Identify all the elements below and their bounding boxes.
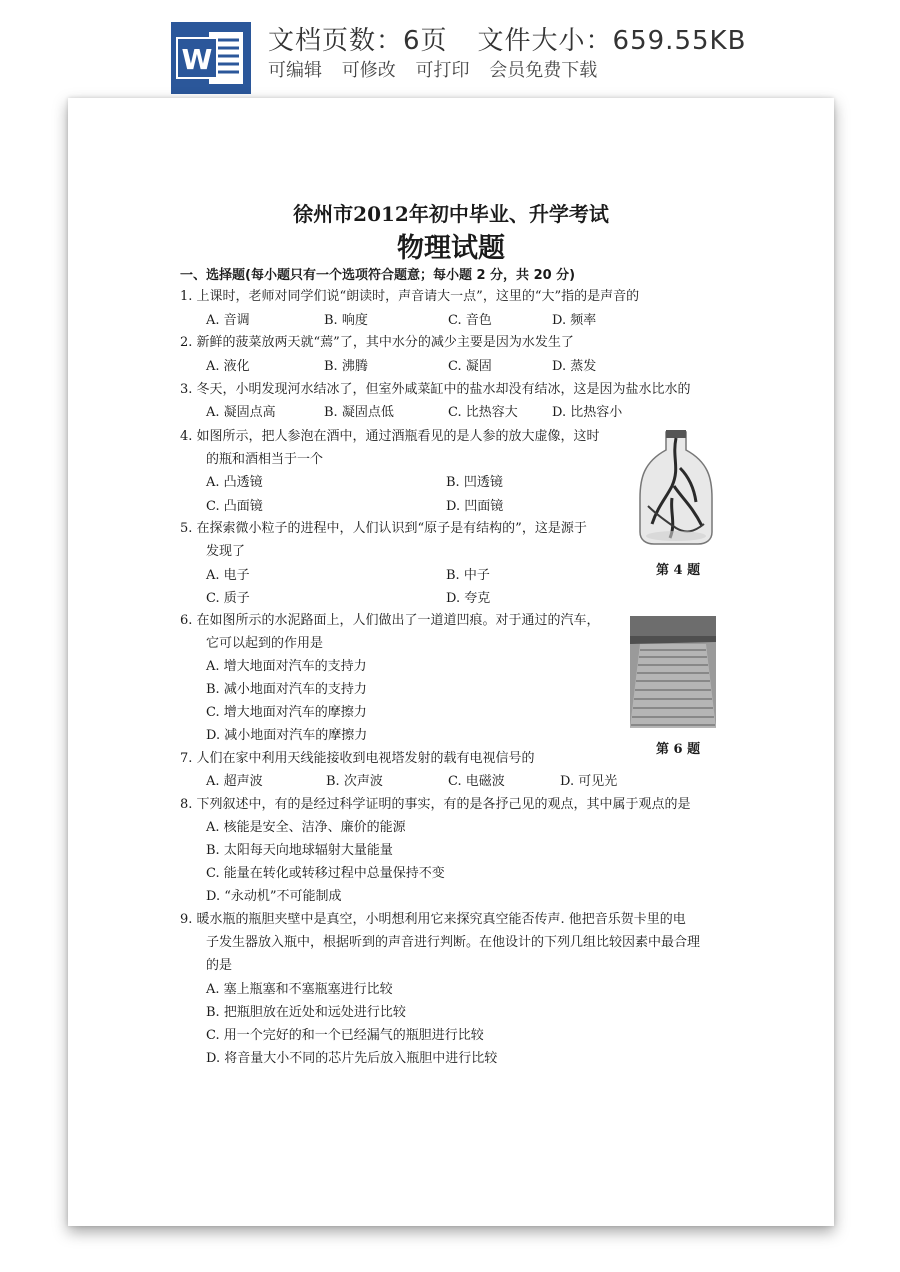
q5-option-c: C. 质子	[206, 591, 250, 606]
q4-option-a: A. 凸透镜	[206, 475, 263, 490]
feature-editable: 可编辑	[268, 60, 322, 81]
q3-option-a: A. 凝固点高	[206, 405, 276, 420]
q3-option-c: C. 比热容大	[448, 405, 518, 420]
page-count: 文档页数：6页	[268, 26, 448, 56]
q9-option-c: C. 用一个完好的和一个已经漏气的瓶胆进行比较	[206, 1028, 484, 1043]
q9-option-b: B. 把瓶胆放在近处和远处进行比较	[206, 1005, 406, 1020]
q1-option-a: A. 音调	[206, 313, 250, 328]
question-4-stem-cont: 的瓶和酒相当于一个	[206, 452, 324, 467]
question-1-stem: 1. 上课时，老师对同学们说“朗读时，声音请大一点”，这里的“大”指的是声音的	[180, 289, 640, 304]
feature-member-download[interactable]: 会员免费下载	[489, 60, 598, 81]
q3-option-b: B. 凝固点低	[324, 405, 394, 420]
section-heading: 一、选择题(每小题只有一个选项符合题意；每小题 2 分，共 20 分)	[180, 268, 576, 283]
document-page	[68, 98, 834, 1226]
question-5-stem-cont: 发现了	[206, 544, 246, 559]
q6-option-a: A. 增大地面对汽车的支持力	[206, 659, 367, 674]
figure-4-caption: 第 4 题	[656, 563, 701, 578]
figure-4-ginseng-bottle-image	[636, 428, 716, 546]
q7-option-b: B. 次声波	[326, 774, 383, 789]
q8-option-c: C. 能量在转化或转移过程中总量保持不变	[206, 866, 445, 881]
q3-option-d: D. 比热容小	[552, 405, 623, 420]
q9-option-d: D. 将音量大小不同的芯片先后放入瓶胆中进行比较	[206, 1051, 498, 1066]
q1-option-c: C. 音色	[448, 313, 492, 328]
question-9-stem: 9. 暖水瓶的瓶胆夹壁中是真空，小明想利用它来探究真空能否传声. 他把音乐贺卡里的电	[180, 912, 686, 927]
question-5-stem: 5. 在探索微小粒子的进程中，人们认识到“原子是有结构的”，这是源于	[180, 521, 587, 536]
feature-list	[268, 56, 609, 82]
q8-option-b: B. 太阳每天向地球辐射大量能量	[206, 843, 393, 858]
question-9-stem-cont: 子发生器放入瓶中，根据听到的声音进行判断。在他设计的下列几组比较因素中最合理	[206, 935, 701, 950]
question-4-stem: 4. 如图所示，把人参泡在酒中，通过酒瓶看见的是人参的放大虚像，这时	[180, 429, 600, 444]
q6-option-c: C. 增大地面对汽车的摩擦力	[206, 705, 367, 720]
figure-6-caption: 第 6 题	[656, 742, 701, 757]
q7-option-d: D. 可见光	[560, 774, 618, 789]
question-6-stem-cont: 它可以起到的作用是	[206, 636, 324, 651]
q2-option-c: C. 凝固	[448, 359, 492, 374]
q1-option-d: D. 频率	[552, 313, 597, 328]
q5-option-a: A. 电子	[206, 568, 250, 583]
q2-option-b: B. 沸腾	[324, 359, 368, 374]
q7-option-c: C. 电磁波	[448, 774, 505, 789]
q6-option-d: D. 减小地面对汽车的摩擦力	[206, 728, 368, 743]
q4-option-d: D. 凹面镜	[446, 499, 504, 514]
q4-option-c: C. 凸面镜	[206, 499, 263, 514]
q2-option-a: A. 液化	[206, 359, 250, 374]
q2-option-d: D. 蒸发	[552, 359, 597, 374]
question-6-stem: 6. 在如图所示的水泥路面上，人们做出了一道道凹痕。对于通过的汽车，	[180, 613, 600, 628]
q1-option-b: B. 响度	[324, 313, 368, 328]
question-9-stem-cont-2: 的是	[206, 958, 233, 973]
q4-option-b: B. 凹透镜	[446, 475, 503, 490]
q8-option-a: A. 核能是安全、洁净、廉价的能源	[206, 820, 406, 835]
q5-option-b: B. 中子	[446, 568, 490, 583]
file-info	[268, 20, 746, 57]
figure-6-grooved-road-image	[630, 616, 716, 728]
q8-option-d: D. “永动机”不可能制成	[206, 889, 342, 904]
svg-text:W: W	[181, 43, 213, 76]
q7-option-a: A. 超声波	[206, 774, 263, 789]
question-7-stem: 7. 人们在家中利用天线能接收到电视塔发射的载有电视信号的	[180, 751, 535, 766]
download-banner	[0, 0, 900, 96]
q5-option-d: D. 夸克	[446, 591, 491, 606]
question-2-stem: 2. 新鲜的菠菜放两天就“蔫”了，其中水分的减少主要是因为水发生了	[180, 335, 574, 350]
question-3-stem: 3. 冬天，小明发现河水结冰了，但室外咸菜缸中的盐水却没有结冰，这是因为盐水比水的	[180, 382, 691, 397]
q9-option-a: A. 塞上瓶塞和不塞瓶塞进行比较	[206, 982, 393, 997]
feature-printable: 可打印	[415, 60, 470, 81]
file-size: 文件大小：659.55KB	[477, 26, 747, 56]
exam-title: 徐州市2012年初中毕业、升学考试	[293, 202, 609, 226]
question-8-stem: 8. 下列叙述中，有的是经过科学证明的事实，有的是各抒己见的观点，其中属于观点的是	[180, 797, 691, 812]
feature-modifiable: 可修改	[341, 60, 396, 81]
word-document-icon	[171, 22, 251, 94]
q6-option-b: B. 减小地面对汽车的支持力	[206, 682, 367, 697]
exam-subtitle: 物理试题	[397, 233, 505, 264]
